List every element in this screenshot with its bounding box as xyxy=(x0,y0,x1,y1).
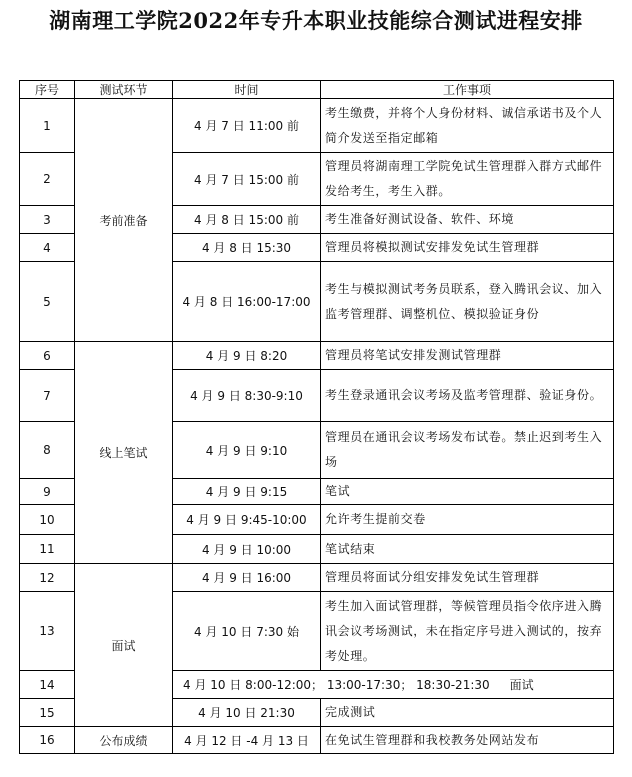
row-time: 4 月 9 日 9:15 xyxy=(173,479,321,505)
row-task: 在免试生管理群和我校教务处网站发布 xyxy=(321,727,614,754)
row-time: 4 月 9 日 8:20 xyxy=(173,342,321,370)
row-time: 4 月 10 日 7:30 始 xyxy=(173,592,321,671)
row-time: 4 月 7 日 11:00 前 xyxy=(173,99,321,153)
row-time: 4 月 9 日 9:45-10:00 xyxy=(173,505,321,535)
row-time: 4 月 8 日 15:30 xyxy=(173,234,321,262)
table-header-row xyxy=(20,81,614,99)
row-number: 13 xyxy=(20,592,75,671)
row-task: 笔试结束 xyxy=(321,535,614,564)
row-task: 考生登录通讯会议考场及监考管理群、验证身份。 xyxy=(321,370,614,422)
row-task: 管理员将面试分组安排发免试生管理群 xyxy=(321,564,614,592)
row-number: 10 xyxy=(20,505,75,535)
row-task: 完成测试 xyxy=(321,699,614,727)
table-row xyxy=(20,342,614,370)
table-row xyxy=(20,727,614,754)
row-task: 考生准备好测试设备、软件、环境 xyxy=(321,206,614,234)
row-time: 4 月 7 日 15:00 前 xyxy=(173,153,321,206)
row-task: 考生加入面试管理群，等候管理员指令依序进入腾讯会议考场测试，未在指定序号进入测试的，按弃考处理。 xyxy=(321,592,614,671)
row-time xyxy=(173,671,614,699)
row-task: 考生缴费，并将个人身份材料、诚信承诺书及个人简介发送至指定邮箱 xyxy=(321,99,614,153)
stage-cell: 考前准备 xyxy=(75,99,173,342)
row-time: 4 月 9 日 9:10 xyxy=(173,422,321,479)
row-number: 15 xyxy=(20,699,75,727)
schedule-table xyxy=(19,80,614,754)
header-stage: 测试环节 xyxy=(75,81,173,99)
row-time: 4 月 12 日 -4 月 13 日 xyxy=(173,727,321,754)
row-number: 14 xyxy=(20,671,75,699)
row-task: 允许考生提前交卷 xyxy=(321,505,614,535)
row-task: 考生与模拟测试考务员联系，登入腾讯会议、加入监考管理群、调整机位、模拟验证身份 xyxy=(321,262,614,342)
stage-cell: 面试 xyxy=(75,564,173,727)
row-number: 7 xyxy=(20,370,75,422)
stage-cell: 线上笔试 xyxy=(75,342,173,564)
header-number: 序号 xyxy=(20,81,75,99)
header-task: 工作事项 xyxy=(321,81,614,99)
stage-cell: 公布成绩 xyxy=(75,727,173,754)
row-task: 管理员将笔试安排发测试管理群 xyxy=(321,342,614,370)
row-number: 8 xyxy=(20,422,75,479)
row-number: 1 xyxy=(20,99,75,153)
row-number: 6 xyxy=(20,342,75,370)
row-task-text: 面试 xyxy=(509,678,534,692)
row-task: 管理员将湖南理工学院免试生管理群入群方式邮件发给考生，考生入群。 xyxy=(321,153,614,206)
row-time: 4 月 8 日 16:00-17:00 xyxy=(173,262,321,342)
table-row xyxy=(20,564,614,592)
row-time: 4 月 10 日 21:30 xyxy=(173,699,321,727)
row-time: 4 月 9 日 10:00 xyxy=(173,535,321,564)
row-time: 4 月 9 日 8:30-9:10 xyxy=(173,370,321,422)
row-task: 管理员将模拟测试安排发免试生管理群 xyxy=(321,234,614,262)
row-number: 11 xyxy=(20,535,75,564)
row-task: 管理员在通讯会议考场发布试卷。禁止迟到考生入场 xyxy=(321,422,614,479)
row-time-text: 4 月 10 日 8:00-12:00； 13:00-17:30； 18:30-21:30 xyxy=(183,678,490,692)
row-number: 5 xyxy=(20,262,75,342)
row-time: 4 月 8 日 15:00 前 xyxy=(173,206,321,234)
row-task: 笔试 xyxy=(321,479,614,505)
header-time: 时间 xyxy=(173,81,321,99)
row-number: 2 xyxy=(20,153,75,206)
row-number: 3 xyxy=(20,206,75,234)
page-title: 湖南理工学院2022年专升本职业技能综合测试进程安排 xyxy=(49,8,583,33)
table-row xyxy=(20,99,614,153)
row-number: 4 xyxy=(20,234,75,262)
row-number: 9 xyxy=(20,479,75,505)
row-number: 12 xyxy=(20,564,75,592)
row-number: 16 xyxy=(20,727,75,754)
row-time: 4 月 9 日 16:00 xyxy=(173,564,321,592)
